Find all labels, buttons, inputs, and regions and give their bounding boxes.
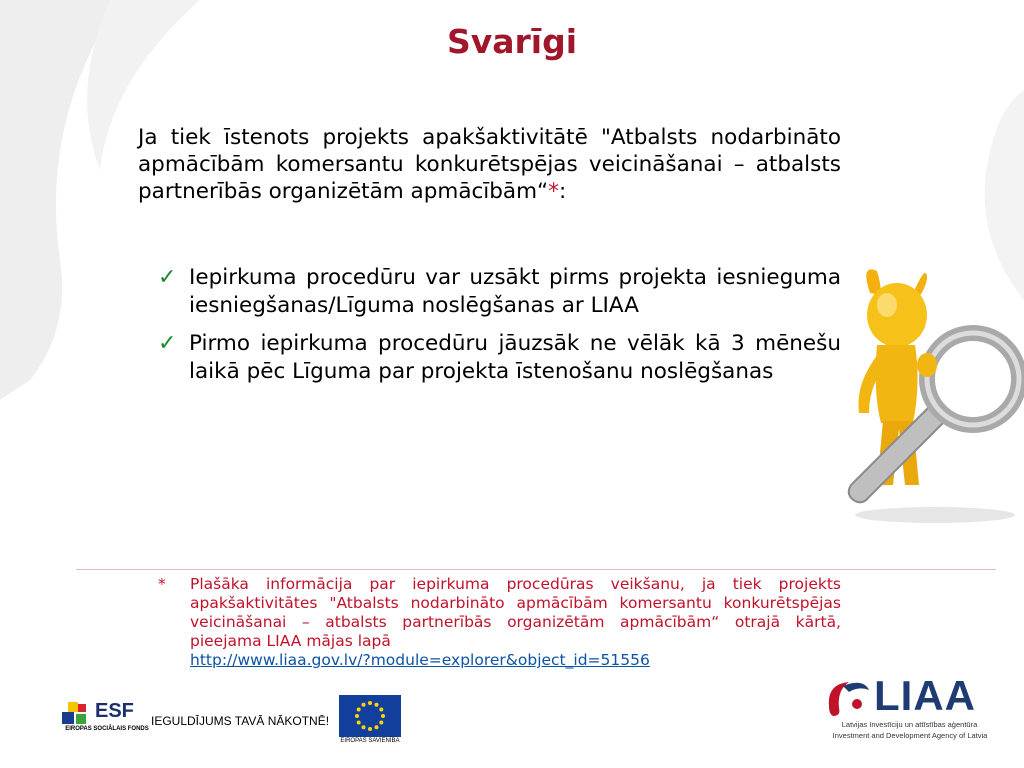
esf-square-blue — [62, 712, 74, 724]
intro-colon: : — [558, 179, 567, 204]
bullet-list — [158, 264, 841, 396]
figure-with-magnifier-illustration — [815, 253, 1024, 525]
eu-star — [355, 714, 359, 718]
liaa-mark-dot — [852, 699, 862, 709]
eu-star — [379, 721, 383, 725]
esf-square-red — [78, 704, 86, 712]
esf-square-green — [76, 714, 86, 724]
esf-square-yellow — [68, 702, 78, 712]
magnifier-ring-highlight — [927, 333, 1019, 425]
eu-star — [375, 725, 379, 729]
eu-flag-icon — [339, 695, 401, 737]
bullet-item — [158, 330, 841, 386]
figure-shadow — [855, 507, 1015, 523]
eu-star — [379, 708, 383, 712]
bullet-item — [158, 264, 841, 320]
footnote-divider — [76, 569, 996, 570]
footnote-body — [190, 575, 841, 670]
figure-hand — [917, 353, 937, 377]
intro-footnote-star: * — [548, 179, 559, 204]
liaa-subtitle-en: Investment and Development Agency of Latvia — [832, 731, 988, 740]
footnote-link[interactable]: http://www.liaa.gov.lv/?module=explorer&object_id=51556 — [190, 651, 650, 669]
bullet-text: Pirmo iepirkuma procedūru jāuzsāk ne vēlāk kā 3 mēnešu laikā pēc Līguma par projekta īstenošanu noslēgšanas — [189, 331, 841, 384]
intro-text: Ja tiek īstenots projekts apakšaktivitātē "Atbalsts nodarbināto apmācībām komersantu konkurētspējas veicināšanai – atbalsts partnerībās organizētām apmācībām“ — [138, 125, 841, 204]
liaa-logo-mark — [823, 676, 873, 720]
eu-star — [368, 727, 372, 731]
eu-star — [368, 701, 372, 705]
figure-head-shine — [877, 293, 897, 317]
liaa-logo-text: LIAA — [874, 672, 976, 719]
footnote-marker: * — [158, 575, 166, 593]
eu-star — [381, 714, 385, 718]
eu-star — [357, 708, 361, 712]
eu-label: EIROPAS SAVIENĪBA — [340, 738, 400, 744]
footer-slogan: IEGULDĪJUMS TAVĀ NĀKOTNĒ! — [151, 714, 330, 728]
figure-head — [867, 283, 927, 347]
eu-star — [375, 703, 379, 707]
esf-logo-text: ESF — [95, 700, 134, 722]
check-icon: ✓ — [158, 265, 177, 290]
eu-star — [357, 721, 361, 725]
intro-paragraph — [138, 124, 841, 205]
check-icon: ✓ — [158, 331, 177, 356]
eu-star — [362, 725, 366, 729]
bullet-text: Iepirkuma procedūru var uzsākt pirms projekta iesnieguma iesniegšanas/Līguma noslēgšanas ar LIAA — [189, 265, 841, 318]
footnote-text: Plašāka informācija par iepirkuma procedūras veikšanu, ja tiek projekts apakšaktivitātes "Atbalsts nodarbināto apmācībām komersantu konkurētspējas veicināšanai – atbalsts partnerībās organizētām apmācībām“ otrajā kārtā, pieejama LIAA mājas lapā — [190, 575, 841, 650]
slide-title: Svarīgi — [446, 22, 578, 61]
eu-star — [362, 703, 366, 707]
liaa-mark-arc — [843, 683, 869, 692]
footnote — [158, 575, 841, 670]
liaa-subtitle-lv: Latvijas Investīciju un attīstības aģentūra — [841, 720, 978, 729]
esf-subtitle: EIROPAS SOCIĀLAIS FONDS — [65, 726, 149, 732]
